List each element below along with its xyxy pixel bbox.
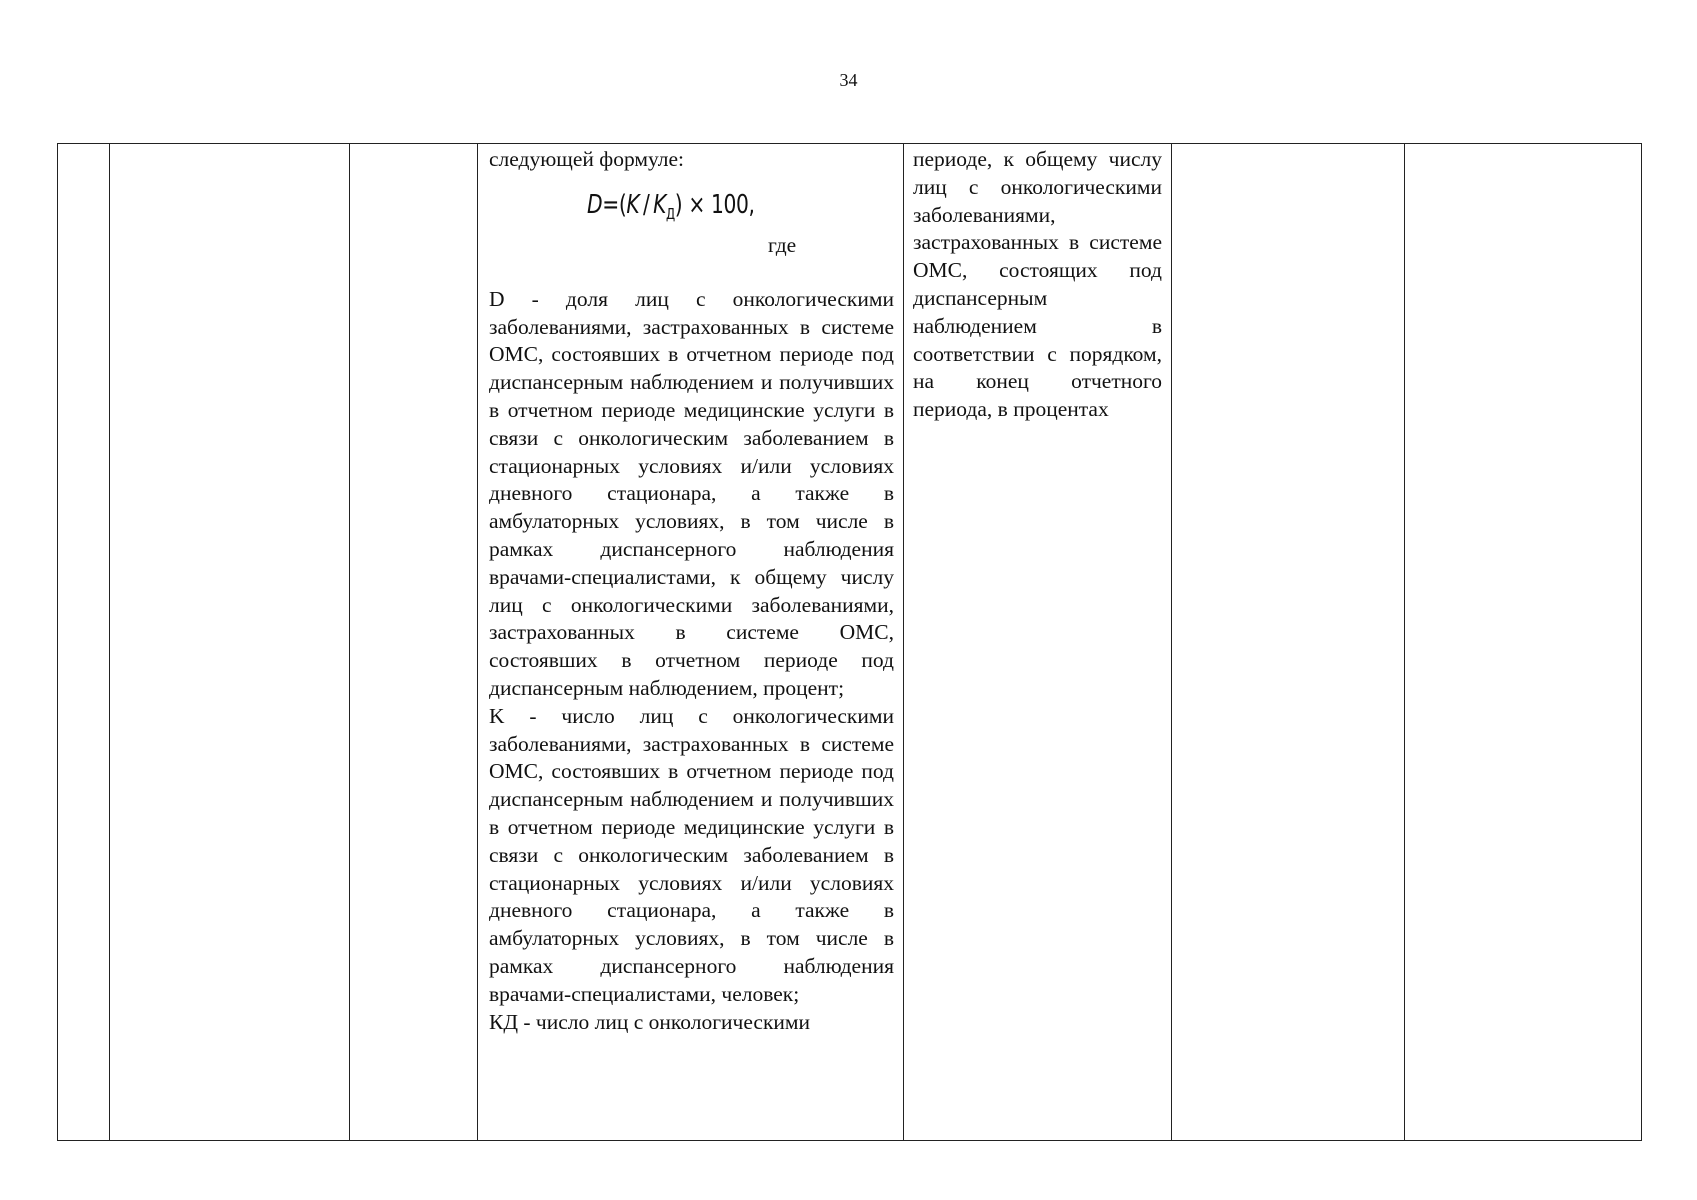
formula-kd-sub: Д [665, 204, 675, 223]
definition-kd: КД - число лиц с онкологическими [489, 1009, 811, 1034]
formula-lhs: D [587, 189, 603, 220]
definition-d: D - доля лиц с онкологическими заболеваниями, застрахованных в системе ОМС, состоявших в отчетном периоде под диспансерным наблюдением и получивших в отчетном периоде медицинские услуги в связи с онкологическим заболеванием в стационарных условиях и/или условиях дневного стационара, а также в амбулаторных условиях, в том числе в рамках диспансерного наблюдения врачами-специалистами, к общему числу лиц с онкологическими заболеваниями, застрахованных в системе ОМС, состоявших в отчетном периоде под диспансерным наблюдением, процент; [489, 286, 894, 700]
description-cell: периоде, к общему числу лиц с онкологическими заболеваниями, застрахованных в системе ОМС, состоящих под диспансерным наблюдением в соответствии с порядком, на конец отчетного периода, в процентах [913, 147, 1162, 422]
table-column-number [58, 144, 110, 1140]
page-number: 34 [839, 70, 858, 90]
definition-k: K - число лиц с онкологическими заболеваниями, застрахованных в системе ОМС, состоявших в отчетном периоде под диспансерным наблюдением и получивших в отчетном периоде медицинские услуги в связи с онкологическим заболеванием в стационарных условиях и/или условиях дневного стационара, а также в амбулаторных условиях, в том числе в рамках диспансерного наблюдения врачами-специалистами, человек; [489, 703, 894, 1006]
formula-where: где [768, 232, 797, 257]
table-column-description [904, 144, 1172, 1140]
formula-slash: / [642, 189, 650, 220]
formula-block [489, 174, 894, 286]
calculation-cell [478, 144, 903, 1036]
table-column-notes [1405, 144, 1641, 1140]
formula-eq: = [602, 189, 619, 220]
table-column-calculation [478, 144, 904, 1140]
indicator-table [57, 143, 1642, 1141]
formula-close: ) [674, 189, 683, 220]
formula-open: ( [618, 189, 627, 220]
formula-kd: K [653, 189, 666, 220]
formula-intro: следующей формуле: [489, 147, 685, 171]
table-column-source [1172, 144, 1405, 1140]
formula-k: K [626, 189, 640, 220]
formula-hundred: 100, [711, 189, 755, 220]
formula-times: × [688, 189, 705, 220]
formula [587, 189, 755, 229]
table-column-unit [350, 144, 478, 1140]
table-column-name [110, 144, 350, 1140]
